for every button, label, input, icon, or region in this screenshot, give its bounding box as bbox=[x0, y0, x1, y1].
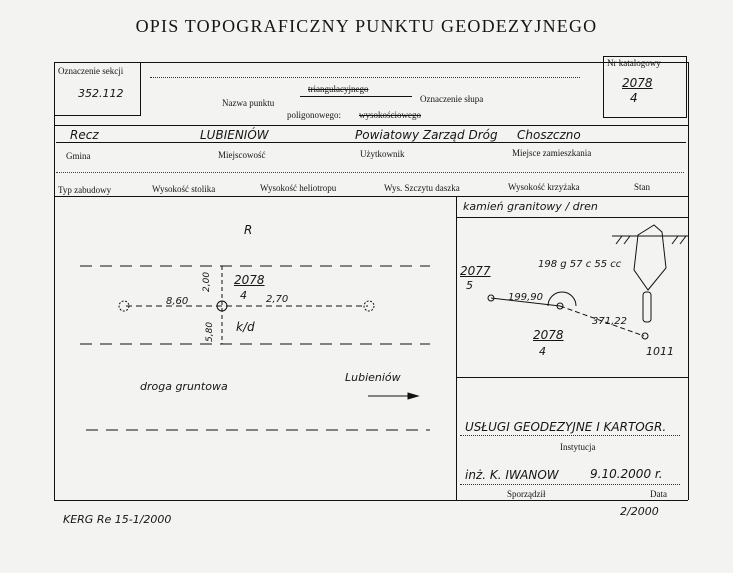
miejscowosc-value: LUBIENIÓW bbox=[200, 128, 269, 142]
ground-hatch-3 bbox=[672, 236, 678, 244]
typ-zabudowy-label: Typ zabudowy bbox=[58, 185, 112, 195]
r-label: R bbox=[244, 223, 253, 237]
gmina-value: Recz bbox=[70, 128, 99, 142]
rp-mid-den: 4 bbox=[539, 345, 546, 358]
d-left-label: 8,60 bbox=[166, 296, 189, 307]
rp-mid-num: 2078 bbox=[533, 328, 564, 342]
wys-szczytu-label: Wys. Szczytu daszka bbox=[384, 183, 460, 193]
institution-label: Instytucja bbox=[560, 442, 596, 452]
rp-right-label: 1011 bbox=[646, 345, 674, 358]
rp-left-num: 2077 bbox=[460, 264, 491, 278]
point-type2: wysokościowego bbox=[359, 110, 421, 120]
catalog-num: 2078 bbox=[622, 76, 653, 90]
wysokosc-stolika-label: Wysokość stolika bbox=[152, 184, 216, 194]
road-label: droga gruntowa bbox=[140, 380, 228, 393]
institution-name: USŁUGI GEODEZYJNE I KARTOGR. bbox=[465, 420, 667, 434]
kd-label: k/d bbox=[236, 320, 255, 334]
section-label: Oznaczenie sekcji bbox=[58, 66, 124, 76]
stone-marker bbox=[634, 225, 666, 290]
d-up-label: 2,00 bbox=[202, 271, 212, 292]
point-name-label: Nazwa punktu bbox=[222, 98, 275, 108]
marker-label: kamień granitowy / dren bbox=[463, 200, 598, 213]
date-label: Data bbox=[650, 489, 667, 499]
stan-label: Stan bbox=[634, 182, 651, 192]
miejsce-value: Choszczno bbox=[517, 128, 581, 142]
uzytkownik-value: Powiatowy Zarząd Dróg bbox=[355, 128, 498, 142]
institution-dotted-line bbox=[460, 435, 680, 436]
document-title: OPIS TOPOGRAFICZNY PUNKTU GEODEZYJNEGO bbox=[135, 16, 598, 36]
stone-pillar bbox=[643, 292, 651, 322]
arrowhead bbox=[408, 393, 418, 399]
poligon-label: poligonowego: bbox=[287, 110, 341, 120]
uzytkownik-label: Użytkownik bbox=[360, 149, 405, 159]
ground-hatch-2 bbox=[624, 236, 630, 244]
angle-label: 198 g 57 c 55 cc bbox=[538, 259, 622, 270]
date-value: 9.10.2000 r. bbox=[590, 467, 663, 481]
catalog-den: 4 bbox=[630, 91, 638, 105]
d-down-label: 5,80 bbox=[205, 321, 215, 342]
point-type: triangulacyjnego bbox=[308, 84, 369, 94]
catalog-label: Nr katalogowy bbox=[607, 58, 661, 68]
section-value: 352.112 bbox=[78, 87, 124, 100]
direction-label: Lubieniów bbox=[345, 371, 401, 384]
prepared-label: Sporządził bbox=[507, 489, 546, 499]
gmina-label: Gmina bbox=[66, 151, 91, 161]
point-right-marker bbox=[364, 301, 374, 311]
wysokosc-heliotropu-label: Wysokość heliotropu bbox=[260, 183, 337, 193]
signature-dotted-line bbox=[460, 484, 680, 485]
footer-right: 2/2000 bbox=[620, 505, 659, 518]
dist2-label: 371,22 bbox=[592, 316, 627, 327]
dist1-label: 199,90 bbox=[508, 292, 543, 303]
person-name: inż. K. IWANOW bbox=[465, 468, 559, 482]
ground-hatch-4 bbox=[680, 236, 686, 244]
miejscowosc-label: Miejscowość bbox=[218, 150, 266, 160]
marking-label: Oznaczenie słupa bbox=[420, 94, 484, 104]
footer-left: KERG Re 15-1/2000 bbox=[63, 513, 172, 526]
wysokosc-krzyzaka-label: Wysokość krzyżaka bbox=[508, 182, 580, 192]
sketch-point-num: 2078 bbox=[234, 273, 265, 287]
d-right-label: 2,70 bbox=[266, 294, 289, 305]
rp-left-den: 5 bbox=[466, 279, 473, 292]
ground-hatch-1 bbox=[616, 236, 622, 244]
miejsce-label: Miejsce zamieszkania bbox=[512, 148, 592, 158]
sketch-point-den: 4 bbox=[240, 289, 247, 302]
